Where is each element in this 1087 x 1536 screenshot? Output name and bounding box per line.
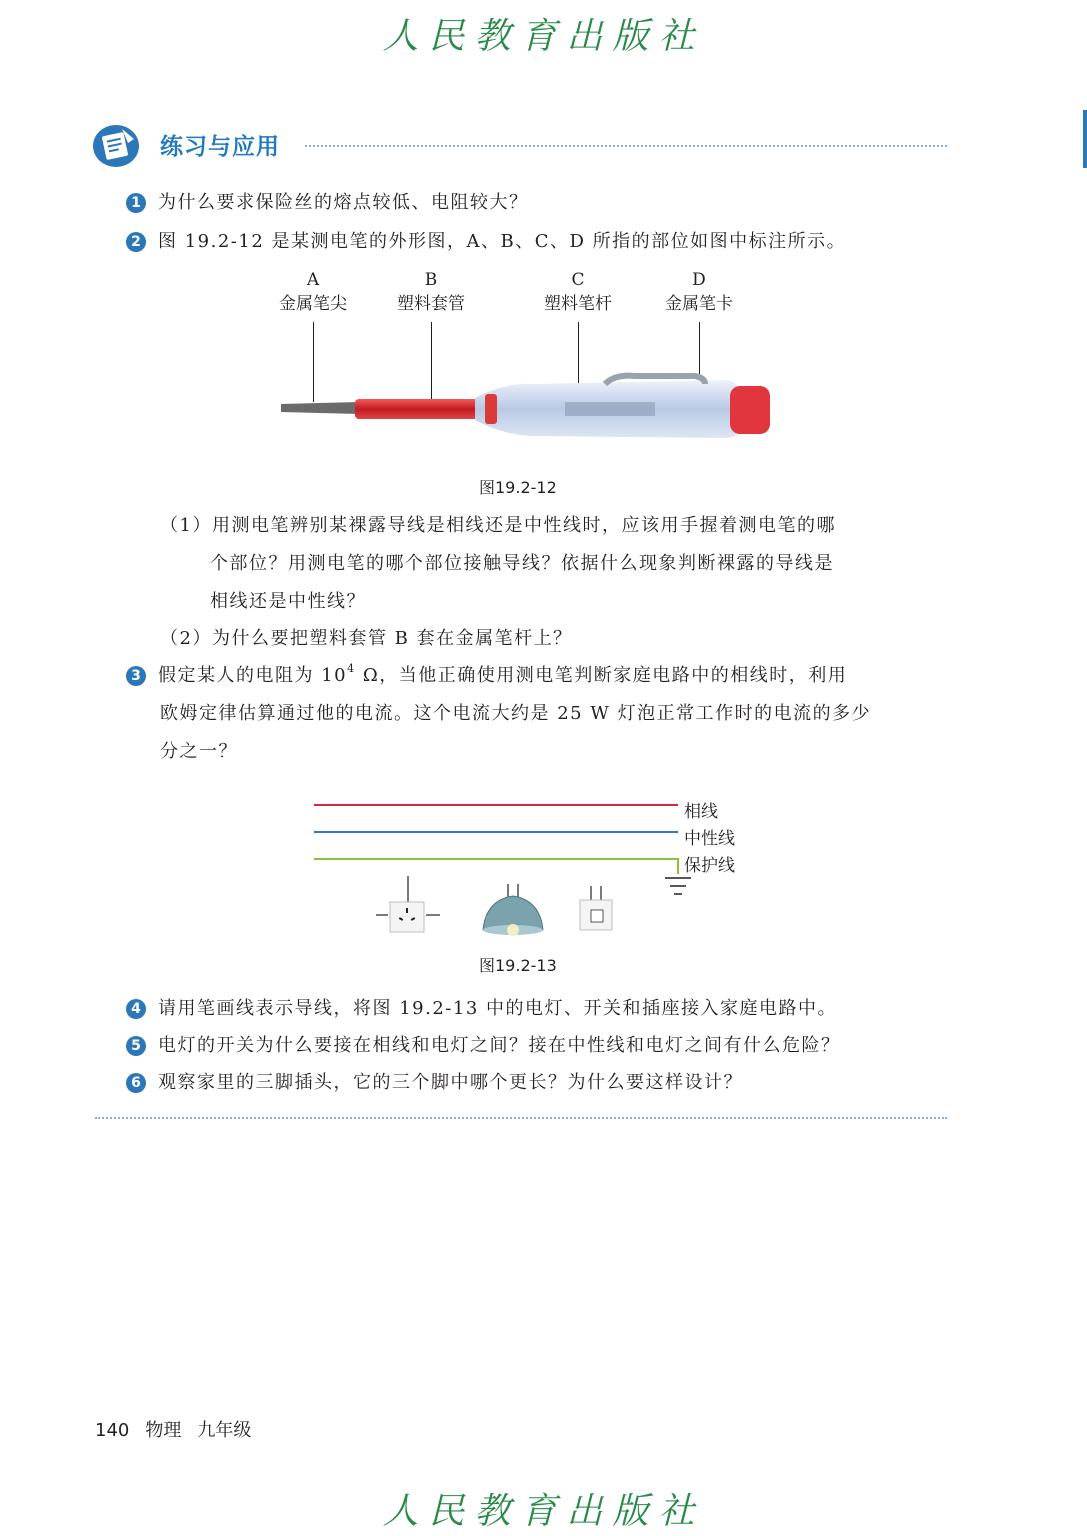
metal-tip bbox=[281, 402, 359, 414]
pen-label-d bbox=[644, 268, 754, 316]
ground-symbol bbox=[665, 878, 691, 894]
question-2-sub-1-line-3: 相线还是中性线？ bbox=[210, 591, 366, 612]
pen-label-c-letter: C bbox=[571, 270, 585, 290]
question-1-text: 为什么要求保险丝的熔点较低、电阻较大？ bbox=[158, 192, 529, 213]
wire-label-ground: 保护线 bbox=[684, 856, 735, 876]
question-4-text: 请用笔画线表示导线，将图 19.2-13 中的电灯、开关和插座接入家庭电路中。 bbox=[158, 998, 838, 1019]
question-1 bbox=[126, 191, 529, 215]
figure-caption-2: 图19.2-13 bbox=[479, 956, 557, 975]
pen-label-b bbox=[376, 268, 486, 316]
lamp bbox=[483, 884, 543, 936]
test-pen-illustration bbox=[275, 370, 775, 450]
question-5-text: 电灯的开关为什么要接在相线和电灯之间？接在中性线和电灯之间有什么危险？ bbox=[158, 1035, 841, 1056]
section-title: 练习与应用 bbox=[160, 134, 280, 160]
question-3-line-1-b: Ω，当他正确使用测电笔判断家庭电路中的相线时，利用 bbox=[355, 665, 848, 686]
footer-subject: 物理 bbox=[145, 1420, 182, 1441]
publisher-logo-bottom: 人民教育出版社 bbox=[382, 1491, 705, 1532]
dotted-divider-bottom bbox=[95, 1117, 947, 1119]
plastic-sleeve bbox=[355, 399, 485, 419]
question-4 bbox=[126, 997, 837, 1021]
pen-label-c-name: 塑料笔杆 bbox=[544, 294, 612, 314]
question-2-text: 图 19.2-12 是某测电笔的外形图，A、B、C、D 所指的部位如图中标注所示。 bbox=[158, 231, 847, 252]
question-number-6: 6 bbox=[126, 1073, 146, 1093]
figure-caption-1: 图19.2-12 bbox=[479, 478, 557, 497]
page-number: 140 bbox=[95, 1420, 130, 1441]
page-footer bbox=[95, 1416, 267, 1442]
question-2-sub-2: （2）为什么要把塑料套管 B 套在金属笔杆上？ bbox=[160, 628, 573, 649]
footer-grade: 九年级 bbox=[197, 1420, 252, 1441]
question-number-4: 4 bbox=[126, 999, 146, 1019]
ground-wire bbox=[314, 859, 678, 874]
question-3-line-3: 分之一？ bbox=[160, 741, 238, 762]
question-number-1: 1 bbox=[126, 193, 146, 213]
dotted-divider-top bbox=[305, 145, 947, 147]
pen-label-a bbox=[258, 268, 368, 316]
question-2-sub-1-line-1: （1）用测电笔辨别某裸露导线是相线还是中性线时，应该用手握着测电笔的哪 bbox=[160, 515, 836, 536]
question-2-sub-1-line-2: 个部位？用测电笔的哪个部位接触导线？依据什么现象判断裸露的导线是 bbox=[210, 553, 834, 574]
question-5 bbox=[126, 1034, 841, 1058]
switch bbox=[580, 886, 612, 930]
pen-label-d-letter: D bbox=[692, 270, 706, 290]
pen-label-a-letter: A bbox=[306, 270, 320, 290]
publisher-logo-top: 人民教育出版社 bbox=[382, 16, 705, 57]
question-number-2: 2 bbox=[126, 232, 146, 252]
question-6 bbox=[126, 1071, 743, 1095]
pen-end-cap bbox=[730, 386, 770, 434]
pen-label-b-letter: B bbox=[424, 270, 438, 290]
question-3 bbox=[126, 664, 847, 688]
question-6-text: 观察家里的三脚插头，它的三个脚中哪个更长？为什么要这样设计？ bbox=[158, 1072, 743, 1093]
pen-label-c bbox=[523, 268, 633, 316]
question-3-line-1-a: 假定某人的电阻为 10 bbox=[158, 665, 348, 686]
socket bbox=[376, 876, 440, 932]
question-number-5: 5 bbox=[126, 1036, 146, 1056]
question-3-line-2: 欧姆定律估算通过他的电流。这个电流大约是 25 W 灯泡正常工作时的电流的多少 bbox=[160, 703, 872, 724]
question-2 bbox=[126, 230, 846, 254]
exercise-icon bbox=[92, 121, 144, 169]
wire-label-neutral: 中性线 bbox=[684, 829, 735, 849]
pen-label-d-name: 金属笔卡 bbox=[665, 294, 733, 314]
question-number-3: 3 bbox=[126, 666, 146, 686]
side-tab bbox=[1083, 110, 1087, 168]
question-3-exponent: 4 bbox=[347, 662, 356, 675]
pen-label-b-name: 塑料套管 bbox=[397, 294, 465, 314]
circuit-diagram bbox=[300, 790, 720, 940]
wire-label-live: 相线 bbox=[684, 802, 718, 822]
pen-label-a-name: 金属笔尖 bbox=[279, 294, 347, 314]
